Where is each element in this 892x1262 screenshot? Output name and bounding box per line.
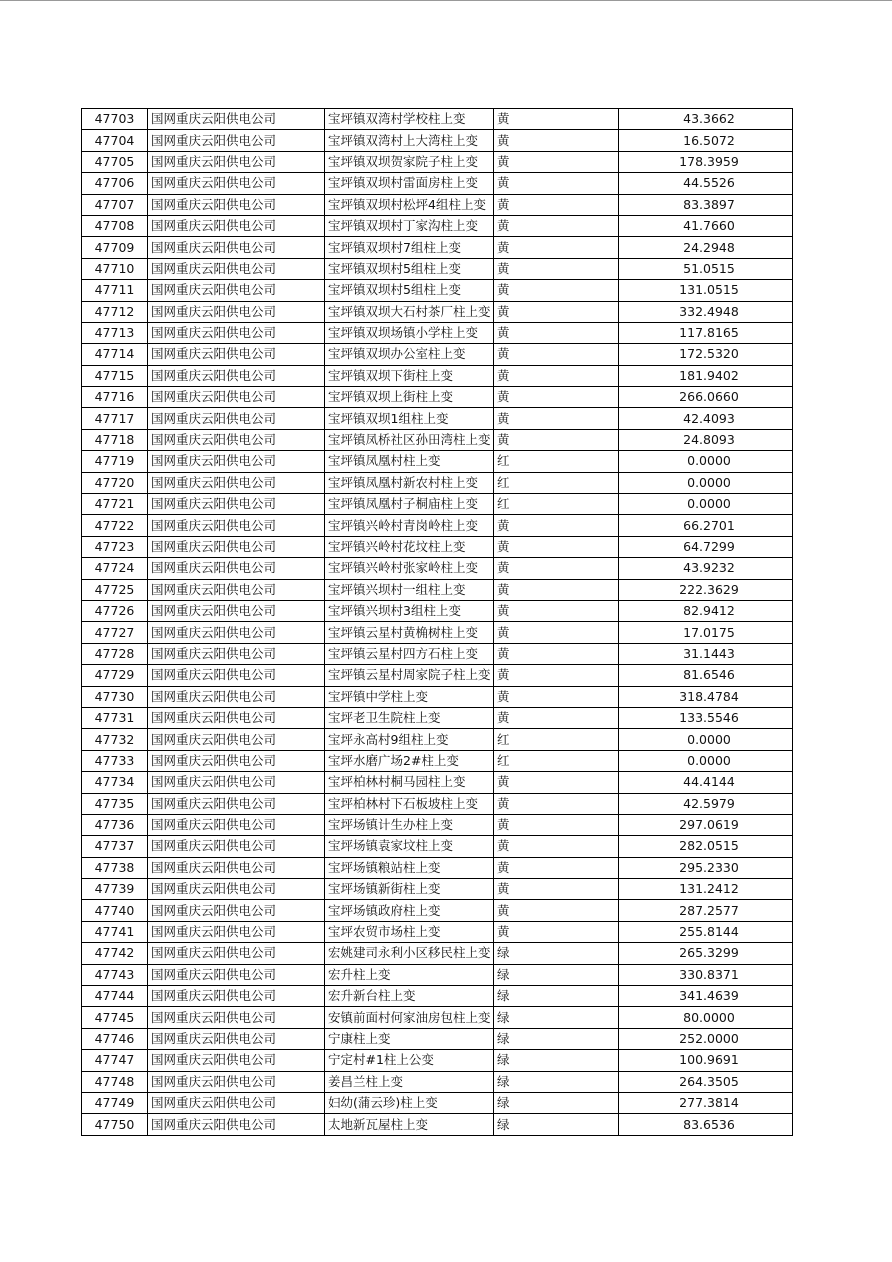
transformer-name-cell: 宝坪镇云星村四方石柱上变 bbox=[325, 643, 494, 664]
company-cell: 国网重庆云阳供电公司 bbox=[148, 986, 325, 1007]
value-cell: 100.9691 bbox=[619, 1050, 793, 1071]
transformer-name-cell: 宝坪镇双坝场镇小学柱上变 bbox=[325, 322, 494, 343]
company-cell: 国网重庆云阳供电公司 bbox=[148, 515, 325, 536]
transformer-table bbox=[81, 108, 793, 1136]
id-cell: 47716 bbox=[82, 387, 148, 408]
transformer-name-cell: 宝坪镇云星村周家院子柱上变 bbox=[325, 665, 494, 686]
company-cell: 国网重庆云阳供电公司 bbox=[148, 643, 325, 664]
transformer-name-cell: 宝坪镇双坝1组柱上变 bbox=[325, 408, 494, 429]
status-cell: 黄 bbox=[494, 408, 619, 429]
table-row bbox=[82, 964, 793, 985]
company-cell: 国网重庆云阳供电公司 bbox=[148, 344, 325, 365]
status-cell: 黄 bbox=[494, 814, 619, 835]
value-cell: 287.2577 bbox=[619, 900, 793, 921]
id-cell: 47714 bbox=[82, 344, 148, 365]
table-row bbox=[82, 194, 793, 215]
table-row bbox=[82, 344, 793, 365]
value-cell: 0.0000 bbox=[619, 472, 793, 493]
table-row bbox=[82, 772, 793, 793]
table-row bbox=[82, 1114, 793, 1135]
transformer-name-cell: 宝坪镇云星村黄桷树柱上变 bbox=[325, 622, 494, 643]
table-row bbox=[82, 237, 793, 258]
value-cell: 178.3959 bbox=[619, 151, 793, 172]
status-cell: 红 bbox=[494, 729, 619, 750]
transformer-name-cell: 宝坪镇兴坝村3组柱上变 bbox=[325, 600, 494, 621]
value-cell: 43.3662 bbox=[619, 109, 793, 130]
status-cell: 黄 bbox=[494, 215, 619, 236]
value-cell: 330.8371 bbox=[619, 964, 793, 985]
status-cell: 黄 bbox=[494, 173, 619, 194]
status-cell: 黄 bbox=[494, 600, 619, 621]
status-cell: 黄 bbox=[494, 280, 619, 301]
table-row bbox=[82, 472, 793, 493]
table-row bbox=[82, 707, 793, 728]
transformer-name-cell: 宝坪镇双坝村雷面房柱上变 bbox=[325, 173, 494, 194]
value-cell: 282.0515 bbox=[619, 836, 793, 857]
id-cell: 47739 bbox=[82, 879, 148, 900]
value-cell: 42.5979 bbox=[619, 793, 793, 814]
status-cell: 绿 bbox=[494, 1071, 619, 1092]
table-row bbox=[82, 365, 793, 386]
transformer-name-cell: 宝坪镇双坝村7组柱上变 bbox=[325, 237, 494, 258]
transformer-name-cell: 宝坪镇凤桥社区孙田湾柱上变 bbox=[325, 429, 494, 450]
status-cell: 黄 bbox=[494, 258, 619, 279]
table-row bbox=[82, 558, 793, 579]
id-cell: 47742 bbox=[82, 943, 148, 964]
company-cell: 国网重庆云阳供电公司 bbox=[148, 600, 325, 621]
status-cell: 红 bbox=[494, 451, 619, 472]
table-row bbox=[82, 109, 793, 130]
value-cell: 264.3505 bbox=[619, 1071, 793, 1092]
status-cell: 绿 bbox=[494, 1050, 619, 1071]
id-cell: 47745 bbox=[82, 1007, 148, 1028]
id-cell: 47738 bbox=[82, 857, 148, 878]
id-cell: 47746 bbox=[82, 1028, 148, 1049]
id-cell: 47706 bbox=[82, 173, 148, 194]
status-cell: 黄 bbox=[494, 130, 619, 151]
value-cell: 181.9402 bbox=[619, 365, 793, 386]
id-cell: 47720 bbox=[82, 472, 148, 493]
company-cell: 国网重庆云阳供电公司 bbox=[148, 964, 325, 985]
transformer-name-cell: 宝坪镇凤凰村子桐庙柱上变 bbox=[325, 494, 494, 515]
company-cell: 国网重庆云阳供电公司 bbox=[148, 258, 325, 279]
value-cell: 24.8093 bbox=[619, 429, 793, 450]
company-cell: 国网重庆云阳供电公司 bbox=[148, 793, 325, 814]
status-cell: 黄 bbox=[494, 387, 619, 408]
company-cell: 国网重庆云阳供电公司 bbox=[148, 879, 325, 900]
transformer-name-cell: 宝坪老卫生院柱上变 bbox=[325, 707, 494, 728]
id-cell: 47726 bbox=[82, 600, 148, 621]
id-cell: 47734 bbox=[82, 772, 148, 793]
table-row bbox=[82, 494, 793, 515]
transformer-name-cell: 宝坪柏林村桐马园柱上变 bbox=[325, 772, 494, 793]
company-cell: 国网重庆云阳供电公司 bbox=[148, 622, 325, 643]
transformer-name-cell: 宝坪镇双坝上街柱上变 bbox=[325, 387, 494, 408]
table-row bbox=[82, 879, 793, 900]
table-row bbox=[82, 750, 793, 771]
company-cell: 国网重庆云阳供电公司 bbox=[148, 109, 325, 130]
value-cell: 295.2330 bbox=[619, 857, 793, 878]
table-row bbox=[82, 322, 793, 343]
status-cell: 绿 bbox=[494, 943, 619, 964]
id-cell: 47704 bbox=[82, 130, 148, 151]
status-cell: 黄 bbox=[494, 237, 619, 258]
value-cell: 16.5072 bbox=[619, 130, 793, 151]
value-cell: 117.8165 bbox=[619, 322, 793, 343]
transformer-name-cell: 宝坪镇凤凰村柱上变 bbox=[325, 451, 494, 472]
value-cell: 172.5320 bbox=[619, 344, 793, 365]
company-cell: 国网重庆云阳供电公司 bbox=[148, 558, 325, 579]
status-cell: 黄 bbox=[494, 151, 619, 172]
table-row bbox=[82, 986, 793, 1007]
status-cell: 黄 bbox=[494, 921, 619, 942]
company-cell: 国网重庆云阳供电公司 bbox=[148, 151, 325, 172]
value-cell: 17.0175 bbox=[619, 622, 793, 643]
company-cell: 国网重庆云阳供电公司 bbox=[148, 387, 325, 408]
value-cell: 222.3629 bbox=[619, 579, 793, 600]
id-cell: 47725 bbox=[82, 579, 148, 600]
company-cell: 国网重庆云阳供电公司 bbox=[148, 451, 325, 472]
transformer-name-cell: 宝坪柏林村下石板坡柱上变 bbox=[325, 793, 494, 814]
transformer-name-cell: 妇幼(蒲云珍)柱上变 bbox=[325, 1092, 494, 1113]
company-cell: 国网重庆云阳供电公司 bbox=[148, 1050, 325, 1071]
value-cell: 341.4639 bbox=[619, 986, 793, 1007]
table-row bbox=[82, 1028, 793, 1049]
company-cell: 国网重庆云阳供电公司 bbox=[148, 814, 325, 835]
value-cell: 83.3897 bbox=[619, 194, 793, 215]
company-cell: 国网重庆云阳供电公司 bbox=[148, 857, 325, 878]
table-row bbox=[82, 686, 793, 707]
id-cell: 47730 bbox=[82, 686, 148, 707]
value-cell: 318.4784 bbox=[619, 686, 793, 707]
id-cell: 47717 bbox=[82, 408, 148, 429]
company-cell: 国网重庆云阳供电公司 bbox=[148, 472, 325, 493]
transformer-name-cell: 宝坪镇双坝大石村茶厂柱上变 bbox=[325, 301, 494, 322]
company-cell: 国网重庆云阳供电公司 bbox=[148, 173, 325, 194]
company-cell: 国网重庆云阳供电公司 bbox=[148, 686, 325, 707]
status-cell: 黄 bbox=[494, 429, 619, 450]
table-row bbox=[82, 1092, 793, 1113]
company-cell: 国网重庆云阳供电公司 bbox=[148, 579, 325, 600]
company-cell: 国网重庆云阳供电公司 bbox=[148, 280, 325, 301]
status-cell: 黄 bbox=[494, 558, 619, 579]
transformer-name-cell: 宝坪镇兴坝村一组柱上变 bbox=[325, 579, 494, 600]
value-cell: 0.0000 bbox=[619, 494, 793, 515]
table-row bbox=[82, 387, 793, 408]
status-cell: 黄 bbox=[494, 879, 619, 900]
transformer-name-cell: 宝坪场镇计生办柱上变 bbox=[325, 814, 494, 835]
transformer-name-cell: 宝坪镇双湾村上大湾柱上变 bbox=[325, 130, 494, 151]
table-row bbox=[82, 857, 793, 878]
company-cell: 国网重庆云阳供电公司 bbox=[148, 921, 325, 942]
id-cell: 47743 bbox=[82, 964, 148, 985]
company-cell: 国网重庆云阳供电公司 bbox=[148, 1092, 325, 1113]
transformer-name-cell: 宝坪镇兴岭村青岗岭柱上变 bbox=[325, 515, 494, 536]
transformer-name-cell: 姜昌兰柱上变 bbox=[325, 1071, 494, 1092]
value-cell: 82.9412 bbox=[619, 600, 793, 621]
company-cell: 国网重庆云阳供电公司 bbox=[148, 301, 325, 322]
value-cell: 81.6546 bbox=[619, 665, 793, 686]
table-row bbox=[82, 280, 793, 301]
id-cell: 47715 bbox=[82, 365, 148, 386]
status-cell: 黄 bbox=[494, 344, 619, 365]
value-cell: 265.3299 bbox=[619, 943, 793, 964]
value-cell: 31.1443 bbox=[619, 643, 793, 664]
status-cell: 黄 bbox=[494, 536, 619, 557]
id-cell: 47713 bbox=[82, 322, 148, 343]
table-row bbox=[82, 793, 793, 814]
status-cell: 黄 bbox=[494, 622, 619, 643]
transformer-name-cell: 安镇前面村何家油房包柱上变 bbox=[325, 1007, 494, 1028]
transformer-name-cell: 宁定村#1柱上公变 bbox=[325, 1050, 494, 1071]
value-cell: 332.4948 bbox=[619, 301, 793, 322]
company-cell: 国网重庆云阳供电公司 bbox=[148, 665, 325, 686]
status-cell: 红 bbox=[494, 750, 619, 771]
transformer-name-cell: 宝坪场镇新街柱上变 bbox=[325, 879, 494, 900]
status-cell: 黄 bbox=[494, 643, 619, 664]
id-cell: 47721 bbox=[82, 494, 148, 515]
id-cell: 47707 bbox=[82, 194, 148, 215]
status-cell: 黄 bbox=[494, 707, 619, 728]
transformer-name-cell: 宝坪镇双坝村松坪4组柱上变 bbox=[325, 194, 494, 215]
status-cell: 黄 bbox=[494, 772, 619, 793]
company-cell: 国网重庆云阳供电公司 bbox=[148, 130, 325, 151]
company-cell: 国网重庆云阳供电公司 bbox=[148, 237, 325, 258]
value-cell: 43.9232 bbox=[619, 558, 793, 579]
value-cell: 41.7660 bbox=[619, 215, 793, 236]
transformer-name-cell: 宝坪镇中学柱上变 bbox=[325, 686, 494, 707]
id-cell: 47750 bbox=[82, 1114, 148, 1135]
table-row bbox=[82, 729, 793, 750]
transformer-name-cell: 宏升柱上变 bbox=[325, 964, 494, 985]
table-row bbox=[82, 1071, 793, 1092]
company-cell: 国网重庆云阳供电公司 bbox=[148, 1114, 325, 1135]
value-cell: 44.4144 bbox=[619, 772, 793, 793]
id-cell: 47741 bbox=[82, 921, 148, 942]
status-cell: 黄 bbox=[494, 900, 619, 921]
value-cell: 252.0000 bbox=[619, 1028, 793, 1049]
table-row bbox=[82, 943, 793, 964]
status-cell: 黄 bbox=[494, 836, 619, 857]
transformer-name-cell: 宁康柱上变 bbox=[325, 1028, 494, 1049]
status-cell: 绿 bbox=[494, 1114, 619, 1135]
value-cell: 266.0660 bbox=[619, 387, 793, 408]
status-cell: 绿 bbox=[494, 1028, 619, 1049]
transformer-name-cell: 宏姚建司永利小区移民柱上变 bbox=[325, 943, 494, 964]
company-cell: 国网重庆云阳供电公司 bbox=[148, 322, 325, 343]
company-cell: 国网重庆云阳供电公司 bbox=[148, 750, 325, 771]
company-cell: 国网重庆云阳供电公司 bbox=[148, 429, 325, 450]
value-cell: 80.0000 bbox=[619, 1007, 793, 1028]
table-row bbox=[82, 600, 793, 621]
transformer-name-cell: 宝坪镇双坝村丁家沟柱上变 bbox=[325, 215, 494, 236]
id-cell: 47736 bbox=[82, 814, 148, 835]
status-cell: 黄 bbox=[494, 857, 619, 878]
transformer-name-cell: 宝坪镇兴岭村花坟柱上变 bbox=[325, 536, 494, 557]
value-cell: 0.0000 bbox=[619, 451, 793, 472]
company-cell: 国网重庆云阳供电公司 bbox=[148, 215, 325, 236]
company-cell: 国网重庆云阳供电公司 bbox=[148, 1028, 325, 1049]
table-row bbox=[82, 836, 793, 857]
table-row bbox=[82, 814, 793, 835]
status-cell: 黄 bbox=[494, 109, 619, 130]
id-cell: 47722 bbox=[82, 515, 148, 536]
status-cell: 黄 bbox=[494, 793, 619, 814]
value-cell: 133.5546 bbox=[619, 707, 793, 728]
status-cell: 红 bbox=[494, 494, 619, 515]
id-cell: 47733 bbox=[82, 750, 148, 771]
id-cell: 47709 bbox=[82, 237, 148, 258]
table-row bbox=[82, 215, 793, 236]
id-cell: 47719 bbox=[82, 451, 148, 472]
table-row bbox=[82, 301, 793, 322]
transformer-name-cell: 宝坪场镇政府柱上变 bbox=[325, 900, 494, 921]
id-cell: 47718 bbox=[82, 429, 148, 450]
value-cell: 51.0515 bbox=[619, 258, 793, 279]
table-row bbox=[82, 515, 793, 536]
id-cell: 47735 bbox=[82, 793, 148, 814]
status-cell: 黄 bbox=[494, 365, 619, 386]
status-cell: 黄 bbox=[494, 686, 619, 707]
status-cell: 黄 bbox=[494, 665, 619, 686]
company-cell: 国网重庆云阳供电公司 bbox=[148, 729, 325, 750]
status-cell: 黄 bbox=[494, 515, 619, 536]
value-cell: 131.2412 bbox=[619, 879, 793, 900]
company-cell: 国网重庆云阳供电公司 bbox=[148, 194, 325, 215]
company-cell: 国网重庆云阳供电公司 bbox=[148, 1007, 325, 1028]
id-cell: 47744 bbox=[82, 986, 148, 1007]
company-cell: 国网重庆云阳供电公司 bbox=[148, 408, 325, 429]
table-row bbox=[82, 1007, 793, 1028]
company-cell: 国网重庆云阳供电公司 bbox=[148, 943, 325, 964]
value-cell: 297.0619 bbox=[619, 814, 793, 835]
table-row bbox=[82, 408, 793, 429]
status-cell: 黄 bbox=[494, 322, 619, 343]
table-row bbox=[82, 151, 793, 172]
company-cell: 国网重庆云阳供电公司 bbox=[148, 365, 325, 386]
value-cell: 24.2948 bbox=[619, 237, 793, 258]
id-cell: 47727 bbox=[82, 622, 148, 643]
id-cell: 47747 bbox=[82, 1050, 148, 1071]
transformer-name-cell: 宝坪镇双坝办公室柱上变 bbox=[325, 344, 494, 365]
table-row bbox=[82, 258, 793, 279]
transformer-name-cell: 宏升新台柱上变 bbox=[325, 986, 494, 1007]
company-cell: 国网重庆云阳供电公司 bbox=[148, 1071, 325, 1092]
id-cell: 47708 bbox=[82, 215, 148, 236]
id-cell: 47723 bbox=[82, 536, 148, 557]
id-cell: 47724 bbox=[82, 558, 148, 579]
id-cell: 47749 bbox=[82, 1092, 148, 1113]
value-cell: 64.7299 bbox=[619, 536, 793, 557]
status-cell: 绿 bbox=[494, 964, 619, 985]
status-cell: 绿 bbox=[494, 986, 619, 1007]
status-cell: 黄 bbox=[494, 301, 619, 322]
id-cell: 47729 bbox=[82, 665, 148, 686]
id-cell: 47748 bbox=[82, 1071, 148, 1092]
value-cell: 277.3814 bbox=[619, 1092, 793, 1113]
status-cell: 绿 bbox=[494, 1007, 619, 1028]
value-cell: 83.6536 bbox=[619, 1114, 793, 1135]
transformer-name-cell: 宝坪场镇袁家坟柱上变 bbox=[325, 836, 494, 857]
status-cell: 黄 bbox=[494, 579, 619, 600]
transformer-name-cell: 宝坪镇凤凰村新农村柱上变 bbox=[325, 472, 494, 493]
id-cell: 47710 bbox=[82, 258, 148, 279]
transformer-name-cell: 太地新瓦屋柱上变 bbox=[325, 1114, 494, 1135]
page-top-border bbox=[0, 0, 892, 1]
value-cell: 42.4093 bbox=[619, 408, 793, 429]
table-row bbox=[82, 130, 793, 151]
status-cell: 黄 bbox=[494, 194, 619, 215]
value-cell: 131.0515 bbox=[619, 280, 793, 301]
id-cell: 47711 bbox=[82, 280, 148, 301]
id-cell: 47737 bbox=[82, 836, 148, 857]
transformer-name-cell: 宝坪场镇粮站柱上变 bbox=[325, 857, 494, 878]
value-cell: 44.5526 bbox=[619, 173, 793, 194]
transformer-name-cell: 宝坪镇双坝村5组柱上变 bbox=[325, 280, 494, 301]
table-body bbox=[82, 109, 793, 1136]
transformer-name-cell: 宝坪镇双湾村学校柱上变 bbox=[325, 109, 494, 130]
table-row bbox=[82, 622, 793, 643]
id-cell: 47740 bbox=[82, 900, 148, 921]
id-cell: 47705 bbox=[82, 151, 148, 172]
table-row bbox=[82, 643, 793, 664]
transformer-name-cell: 宝坪永高村9组柱上变 bbox=[325, 729, 494, 750]
table-row bbox=[82, 451, 793, 472]
company-cell: 国网重庆云阳供电公司 bbox=[148, 536, 325, 557]
id-cell: 47703 bbox=[82, 109, 148, 130]
status-cell: 红 bbox=[494, 472, 619, 493]
transformer-name-cell: 宝坪镇双坝下街柱上变 bbox=[325, 365, 494, 386]
table-row bbox=[82, 1050, 793, 1071]
table-row bbox=[82, 900, 793, 921]
table-row bbox=[82, 536, 793, 557]
id-cell: 47731 bbox=[82, 707, 148, 728]
company-cell: 国网重庆云阳供电公司 bbox=[148, 836, 325, 857]
id-cell: 47732 bbox=[82, 729, 148, 750]
table-row bbox=[82, 429, 793, 450]
id-cell: 47728 bbox=[82, 643, 148, 664]
company-cell: 国网重庆云阳供电公司 bbox=[148, 494, 325, 515]
company-cell: 国网重庆云阳供电公司 bbox=[148, 772, 325, 793]
table-row bbox=[82, 921, 793, 942]
table-row bbox=[82, 579, 793, 600]
transformer-name-cell: 宝坪镇兴岭村张家岭柱上变 bbox=[325, 558, 494, 579]
id-cell: 47712 bbox=[82, 301, 148, 322]
status-cell: 绿 bbox=[494, 1092, 619, 1113]
transformer-name-cell: 宝坪农贸市场柱上变 bbox=[325, 921, 494, 942]
transformer-name-cell: 宝坪水磨广场2#柱上变 bbox=[325, 750, 494, 771]
company-cell: 国网重庆云阳供电公司 bbox=[148, 707, 325, 728]
transformer-name-cell: 宝坪镇双坝村5组柱上变 bbox=[325, 258, 494, 279]
table-row bbox=[82, 665, 793, 686]
value-cell: 66.2701 bbox=[619, 515, 793, 536]
value-cell: 0.0000 bbox=[619, 729, 793, 750]
value-cell: 255.8144 bbox=[619, 921, 793, 942]
value-cell: 0.0000 bbox=[619, 750, 793, 771]
transformer-name-cell: 宝坪镇双坝贺家院子柱上变 bbox=[325, 151, 494, 172]
company-cell: 国网重庆云阳供电公司 bbox=[148, 900, 325, 921]
table-row bbox=[82, 173, 793, 194]
